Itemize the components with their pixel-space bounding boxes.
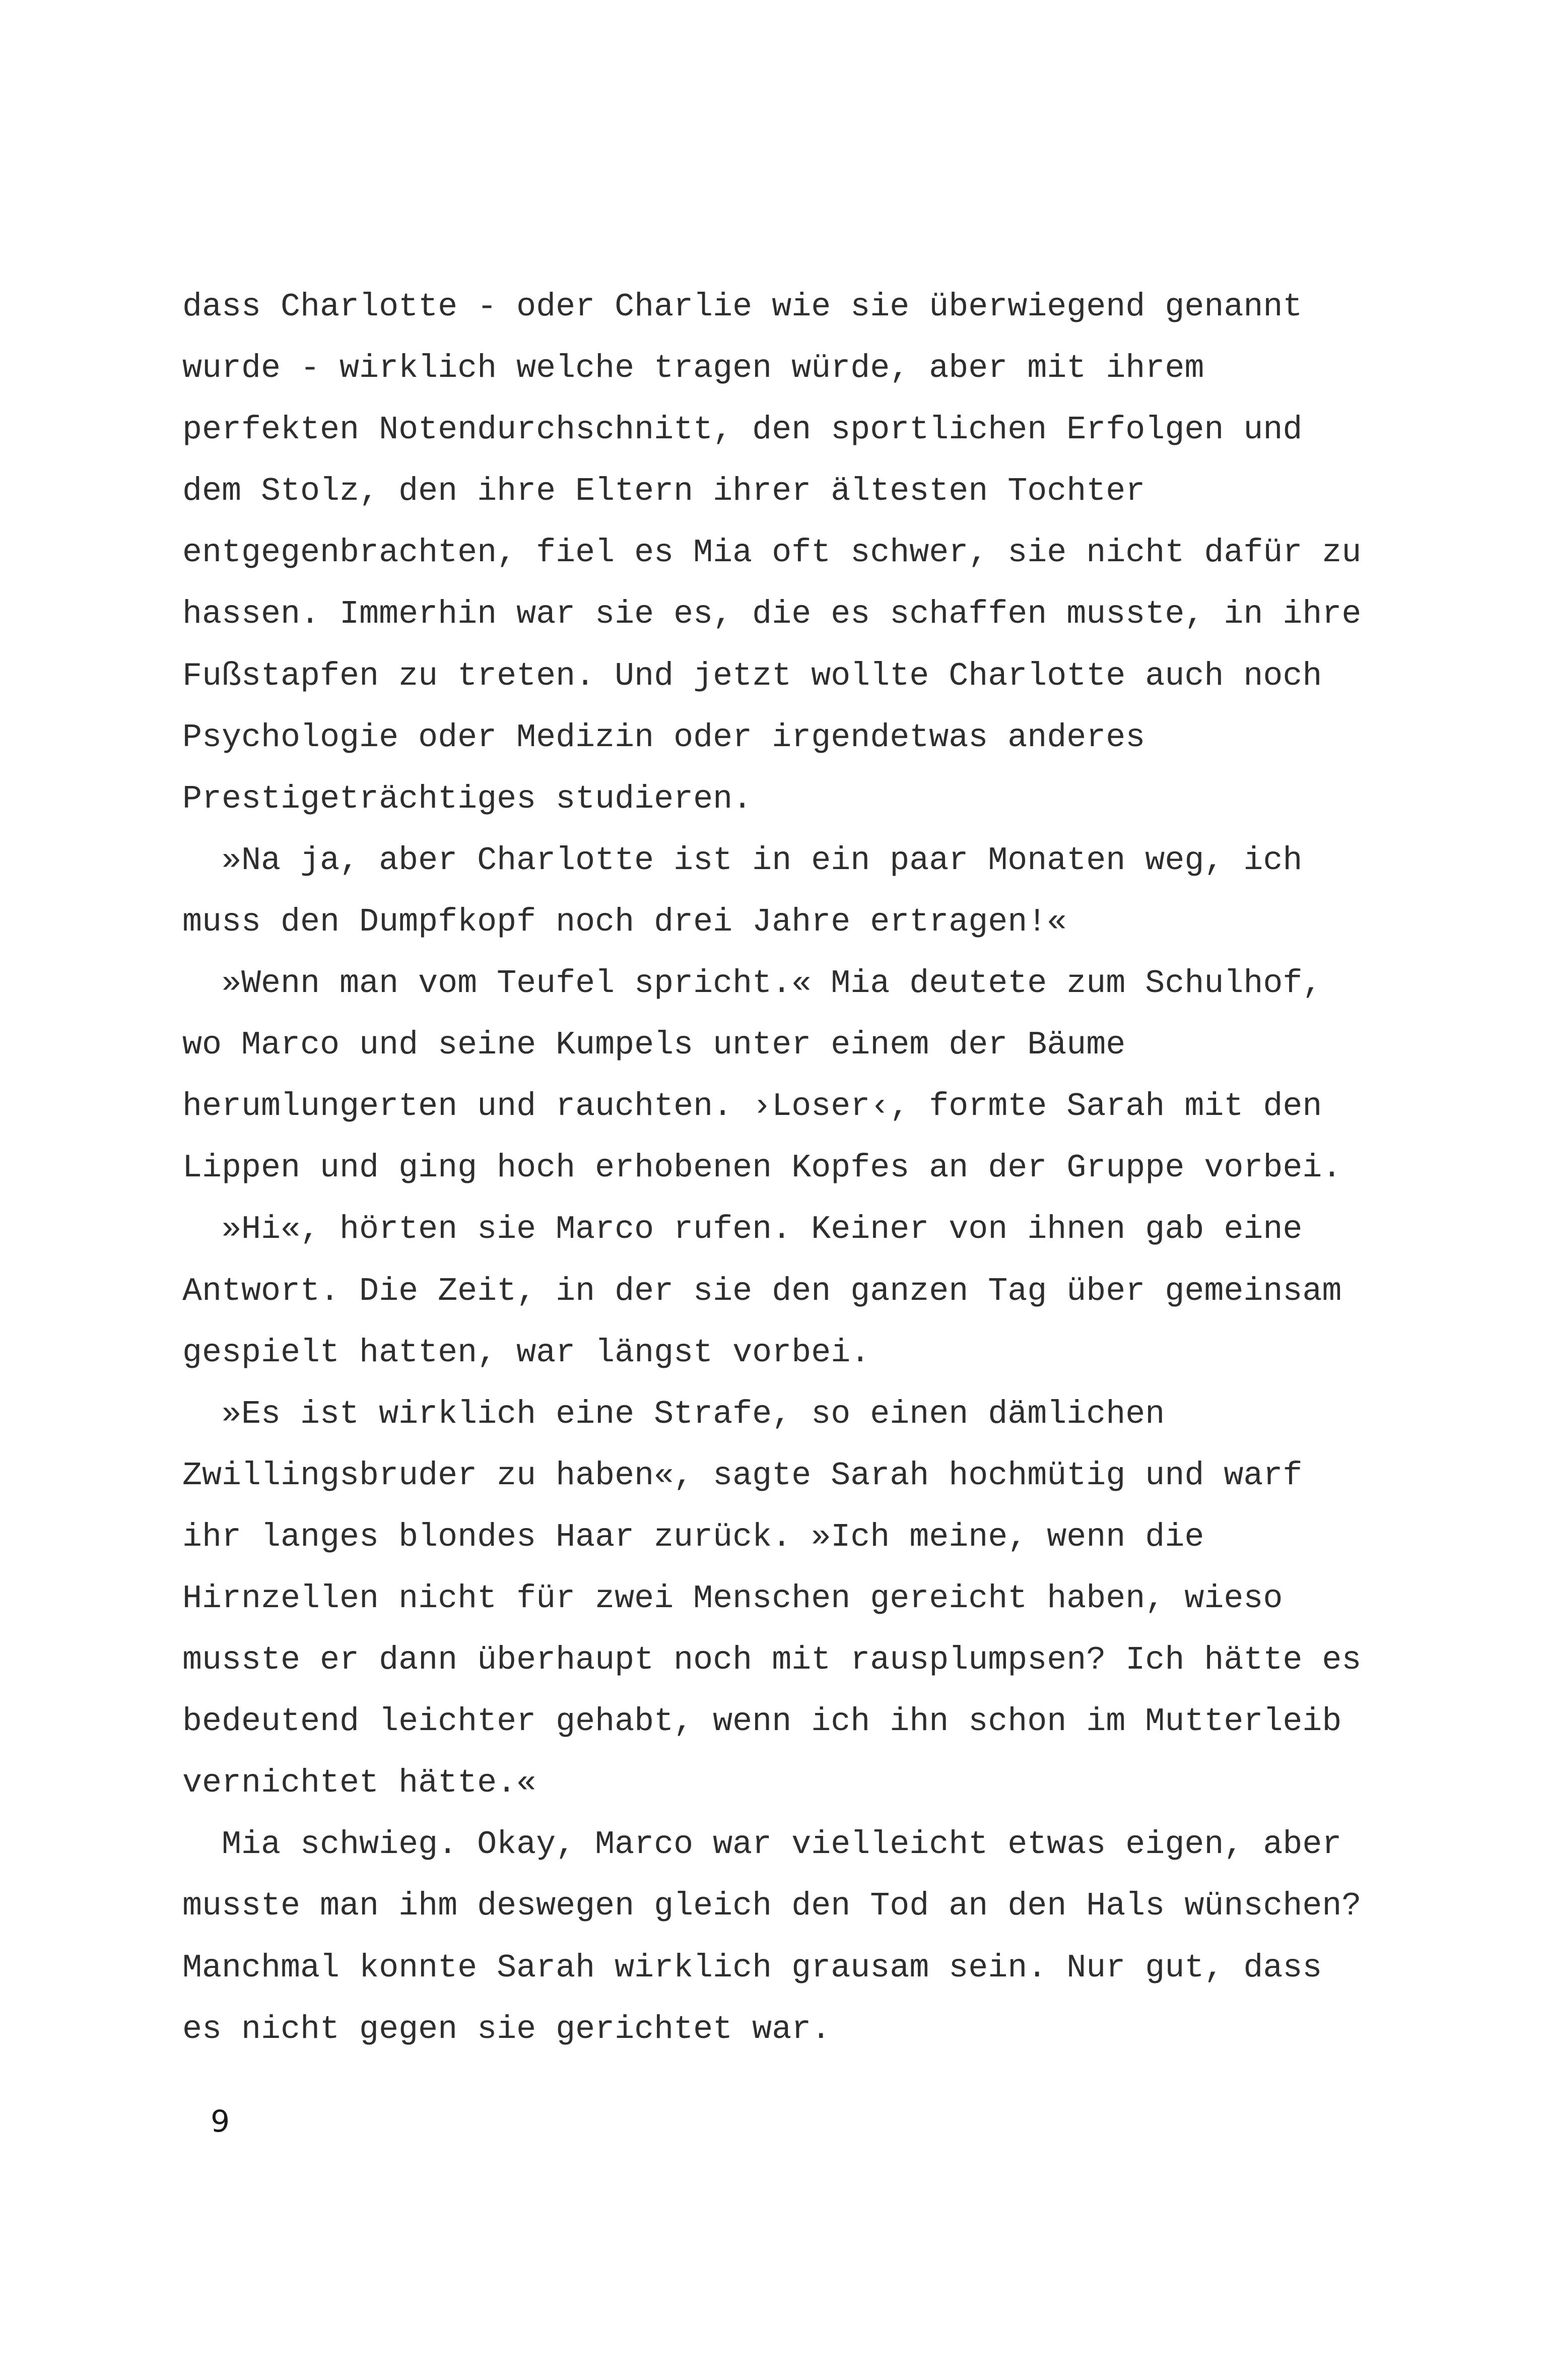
text-line: wo Marco und seine Kumpels unter einem der Bäume (182, 1026, 1126, 1064)
text-line: herumlungerten und rauchten. ›Loser‹, formte Sarah mit den (182, 1088, 1322, 1126)
page-number: 9 (211, 2104, 230, 2139)
text-line: Manchmal konnte Sarah wirklich grausam sein. Nur gut, dass (182, 1949, 1322, 1987)
text-line: dem Stolz, den ihre Eltern ihrer ältesten Tochter (182, 473, 1146, 510)
text-line: Antwort. Die Zeit, in der sie den ganzen Tag über gemeinsam (182, 1272, 1342, 1310)
text-line: Zwillingsbruder zu haben«, sagte Sarah hochmütig und warf (182, 1457, 1303, 1494)
text-line: Mia schwieg. Okay, Marco war vielleicht etwas eigen, aber (182, 1826, 1342, 1864)
text-line: hassen. Immerhin war sie es, die es schaffen musste, in ihre (182, 596, 1362, 633)
text-line: Hirnzellen nicht für zwei Menschen gereicht haben, wieso (182, 1579, 1283, 1617)
text-line: perfekten Notendurchschnitt, den sportlichen Erfolgen und (182, 411, 1303, 449)
text-line: »Es ist wirklich eine Strafe, so einen dämlichen (182, 1395, 1165, 1433)
text-line: Prestigeträchtiges studieren. (182, 780, 753, 818)
text-line: Psychologie oder Medizin oder irgendetwas anderes (182, 718, 1146, 756)
text-line: muss den Dumpfkopf noch drei Jahre ertragen!« (182, 903, 1067, 941)
text-line: musste er dann überhaupt noch mit rausplumpsen? Ich hätte es (182, 1641, 1362, 1679)
text-line: musste man ihm deswegen gleich den Tod an den Hals wünschen? (182, 1887, 1362, 1925)
text-line: Lippen und ging hoch erhobenen Kopfes an der Gruppe vorbei. (182, 1149, 1342, 1187)
text-line: »Wenn man vom Teufel spricht.« Mia deutete zum Schulhof, (182, 965, 1322, 1003)
text-line: »Hi«, hörten sie Marco rufen. Keiner von ihnen gab eine (182, 1211, 1303, 1248)
text-line: »Na ja, aber Charlotte ist in ein paar Monaten weg, ich (182, 841, 1303, 879)
text-line: wurde - wirklich welche tragen würde, aber mit ihrem (182, 350, 1204, 387)
text-line: bedeutend leichter gehabt, wenn ich ihn schon im Mutterleib (182, 1703, 1342, 1741)
text-line: ihr langes blondes Haar zurück. »Ich meine, wenn die (182, 1518, 1204, 1556)
text-line: gespielt hatten, war längst vorbei. (182, 1334, 870, 1371)
text-line: dass Charlotte - oder Charlie wie sie überwiegend genannt (182, 288, 1303, 325)
text-line: es nicht gegen sie gerichtet war. (182, 2010, 831, 2048)
text-line: vernichtet hätte.« (182, 1764, 536, 1802)
text-line: Fußstapfen zu treten. Und jetzt wollte Charlotte auch noch (182, 657, 1322, 695)
text-line: entgegenbrachten, fiel es Mia oft schwer, sie nicht dafür zu (182, 534, 1362, 572)
body-text (182, 276, 1362, 2060)
